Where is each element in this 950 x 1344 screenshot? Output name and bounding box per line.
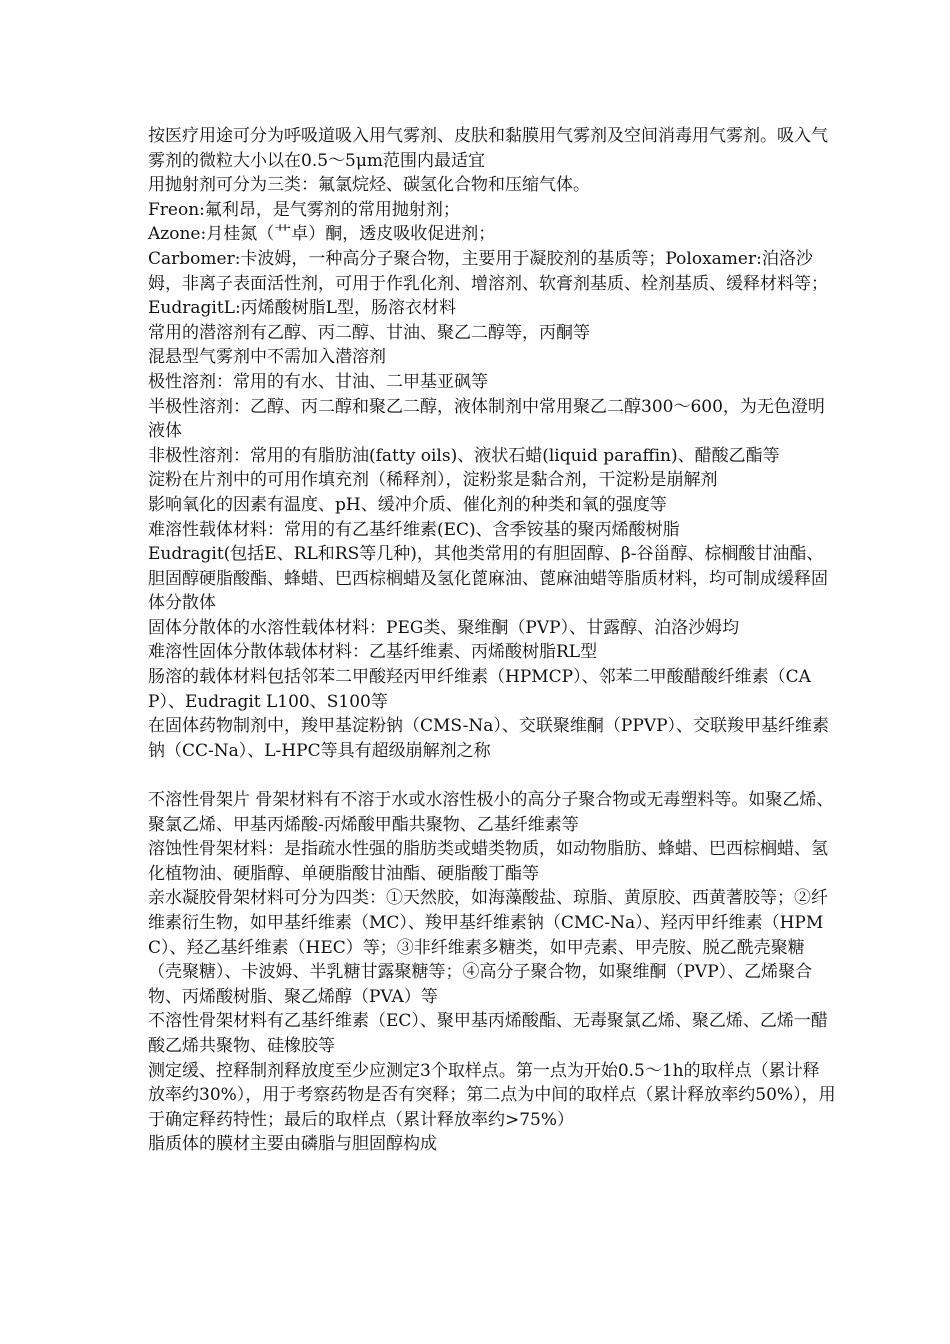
paragraph-insoluble-matrix-materials: 不溶性骨架材料有乙基纤维素（EC）、聚甲基丙烯酸酯、无毒聚氯乙烯、聚乙烯、乙烯一醋酸乙烯共聚物、硅橡胶等 [148, 1011, 828, 1056]
paragraph-hydrophilic-gel-matrix: 亲水凝胶骨架材料可分为四类：①天然胶，如海藻酸盐、琼脂、黄原胶、西黄蓍胶等；②纤维素衍生物，如甲基纤维素（MC）、羧甲基纤维素钠（CMC-Na）、羟丙甲纤维素（HPMC）、羟乙基纤维素（HEC）等；③非纤维素多糖类，如甲壳素、甲壳胺、脱乙酰壳聚糖（壳聚糖）、卡波姆、半乳糖甘露聚糖等；④高分子聚合物，如聚维酮（PVP）、乙烯聚合物、丙烯酸树脂、聚乙烯醇（PVA）等 [148, 888, 828, 1007]
paragraph-water-soluble-carriers: 固体分散体的水溶性载体材料：PEG类、聚维酮（PVP）、甘露醇、泊洛沙姆均 [148, 617, 740, 638]
paragraph-azone: Azone:月桂氮（艹卓）酮，透皮吸收促进剂； [148, 224, 496, 245]
paragraph-eudragit-l: EudragitL:丙烯酸树脂L型，肠溶衣材料 [148, 298, 456, 319]
paragraph-suspension-aerosol: 混悬型气雾剂中不需加入潜溶剂 [148, 347, 386, 368]
paragraph-insoluble-carriers: 难溶性载体材料：常用的有乙基纤维素(EC)、含季铵基的聚丙烯酸树脂 [148, 519, 680, 540]
paragraph-propellant-types: 用抛射剂可分为三类：氟氯烷烃、碳氢化合物和压缩气体。 [148, 175, 590, 196]
paragraph-nonpolar-solvents: 非极性溶剂：常用的有脂肪油(fatty oils)、液状石蜡(liquid paraffin)、醋酸乙酯等 [148, 445, 780, 466]
blank-line [148, 763, 836, 788]
paragraph-poorly-soluble-carriers: 难溶性固体分散体载体材料：乙基纤维素、丙烯酸树脂RL型 [148, 642, 598, 663]
paragraph-polar-solvents: 极性溶剂：常用的有水、甘油、二甲基亚砜等 [148, 371, 488, 392]
paragraph-carbomer-poloxamer: Carbomer:卡波姆，一种高分子聚合物，主要用于凝胶剂的基质等；Poloxamer:泊洛沙姆，非离子表面活性剂，可用于作乳化剂、增溶剂、软膏剂基质、栓剂基质、缓释材料等； [148, 248, 828, 294]
paragraph-insoluble-matrix-tablet: 不溶性骨架片 骨架材料有不溶于水或水溶性极小的高分子聚合物或无毒塑料等。如聚乙烯、聚氯乙烯、甲基丙烯酸-丙烯酸甲酯共聚物、乙基纤维素等 [148, 790, 834, 835]
paragraph-erodible-matrix: 溶蚀性骨架材料：是指疏水性强的脂肪类或蜡类物质，如动物脂肪、蜂蜡、巴西棕榈蜡、氢化植物油、硬脂醇、单硬脂酸甘油酯、硬脂酸丁酯等 [148, 839, 828, 884]
paragraph-oxidation-factors: 影响氧化的因素有温度、pH、缓冲介质、催化剂的种类和氧的强度等 [148, 494, 667, 515]
paragraph-superdisintegrants: 在固体药物制剂中，羧甲基淀粉钠（CMS-Na）、交联聚维酮（PPVP）、交联羧甲基纤维素钠（CC-Na）、L-HPC等具有超级崩解剂之称 [148, 716, 830, 761]
paragraph-aerosol-classification: 按医疗用途可分为呼吸道吸入用气雾剂、皮肤和黏膜用气雾剂及空间消毒用气雾剂。吸入气雾剂的微粒大小以在0.5～5μm范围内最适宜 [148, 126, 828, 171]
paragraph-release-testing: 测定缓、控释制剂释放度至少应测定3个取样点。第一点为开始0.5～1h的取样点（累计释放率约30%），用于考察药物是否有突释；第二点为中间的取样点（累计释放率约50%），用于确定释药特性；最后的取样点（累计释放率约>75%） [148, 1060, 836, 1130]
paragraph-cosolvents: 常用的潜溶剂有乙醇、丙二醇、甘油、聚乙二醇等，丙酮等 [148, 322, 590, 343]
document-body [148, 124, 836, 1157]
paragraph-eudragit-lipids: Eudragit(包括E、RL和RS等几种)，其他类常用的有胆固醇、β-谷甾醇、棕榈酸甘油酯、胆固醇硬脂酸酯、蜂蜡、巴西棕榈蜡及氢化蓖麻油、蓖麻油蜡等脂质材料，均可制成缓释固体分散体 [148, 544, 828, 614]
paragraph-liposome-membrane: 脂质体的膜材主要由磷脂与胆固醇构成 [148, 1134, 437, 1155]
paragraph-enteric-carriers: 肠溶的载体材料包括邻苯二甲酸羟丙甲纤维素（HPMCP）、邻苯二甲酸醋酸纤维素（CAP）、Eudragit L100、S100等 [148, 667, 811, 712]
paragraph-freon: Freon:氟利昂，是气雾剂的常用抛射剂； [148, 199, 460, 220]
paragraph-starch: 淀粉在片剂中的可用作填充剂（稀释剂），淀粉浆是黏合剂，干淀粉是崩解剂 [148, 470, 718, 491]
paragraph-semipolar-solvents: 半极性溶剂：乙醇、丙二醇和聚乙二醇，液体制剂中常用聚乙二醇300～600，为无色澄明液体 [148, 396, 825, 442]
